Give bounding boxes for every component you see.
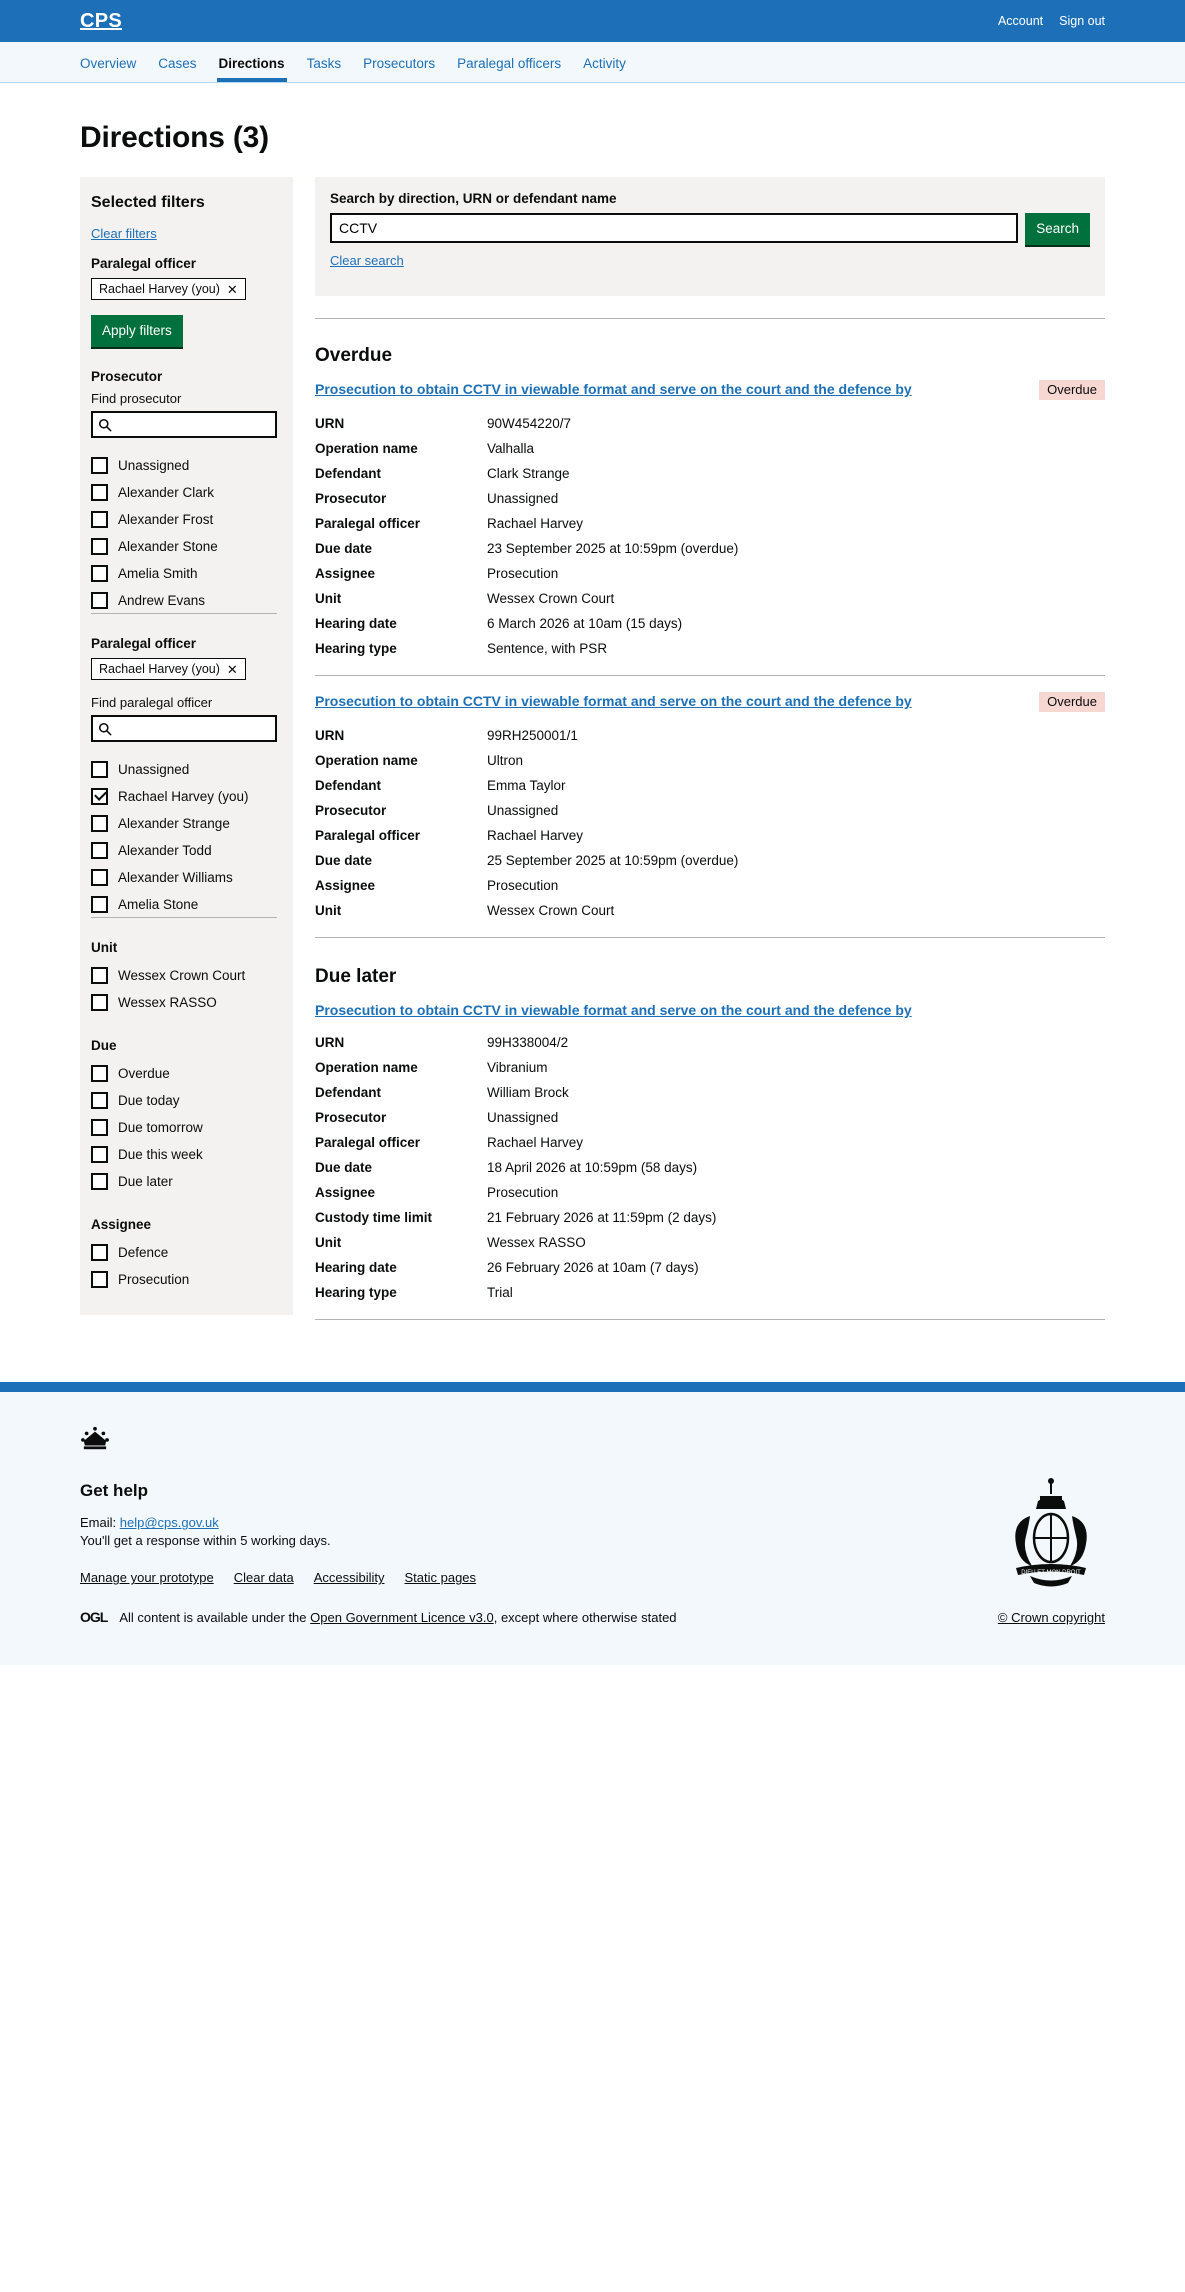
detail-row [315, 798, 1105, 823]
due-heading: Due [91, 1038, 117, 1053]
filter-group-unit [91, 940, 277, 1016]
svg-text:DIEU ET MON DROIT: DIEU ET MON DROIT [1021, 1570, 1081, 1577]
brand-logo[interactable]: CPS [80, 9, 123, 32]
detail-label: Assignee [315, 566, 376, 581]
unit-option[interactable] [91, 989, 277, 1016]
detail-row [315, 611, 1105, 636]
prosecutor-option[interactable] [91, 506, 277, 533]
detail-label: URN [315, 416, 345, 431]
email-line [80, 1515, 965, 1530]
checkbox[interactable] [91, 869, 108, 886]
prosecutor-options-list [91, 452, 277, 614]
paralegal-option[interactable] [91, 864, 277, 891]
checkbox[interactable] [91, 592, 108, 609]
detail-value: Emma Taylor [487, 778, 566, 793]
option-label: Prosecution [118, 1272, 190, 1287]
crown-copyright-link[interactable]: © Crown copyright [997, 1610, 1105, 1626]
nav-item-prosecutors[interactable]: Prosecutors [363, 56, 436, 71]
detail-value: 99H338004/2 [487, 1035, 569, 1051]
footer-top-border [0, 1382, 1185, 1392]
option-label: Amelia Smith [118, 566, 198, 581]
detail-row [315, 561, 1105, 586]
checkbox[interactable] [91, 1173, 108, 1190]
option-label: Overdue [118, 1066, 170, 1081]
due-option[interactable] [91, 1060, 277, 1087]
detail-label: Due date [315, 1160, 373, 1176]
paralegal-options-list [91, 756, 277, 918]
checkbox[interactable] [91, 1065, 108, 1082]
detail-label: Defendant [315, 1085, 382, 1101]
checkbox[interactable] [91, 457, 108, 474]
unit-option[interactable] [91, 962, 277, 989]
prosecutor-search-box[interactable] [91, 411, 277, 438]
detail-label: URN [315, 728, 345, 743]
option-label: Rachael Harvey (you) [118, 789, 249, 804]
checkbox[interactable] [91, 896, 108, 913]
unit-heading: Unit [91, 940, 118, 955]
option-label: Due today [118, 1093, 180, 1108]
sign-out-link[interactable]: Sign out [1059, 14, 1105, 28]
selected-paralegal-heading: Paralegal officer [91, 256, 197, 271]
detail-label: Hearing date [315, 616, 397, 631]
detail-value: Rachael Harvey [487, 828, 584, 843]
checkbox[interactable] [91, 1244, 108, 1261]
detail-row [315, 436, 1105, 461]
detail-label: Assignee [315, 878, 376, 893]
detail-label: Prosecutor [315, 1110, 387, 1126]
response-text: You'll get a response within 5 working days. [80, 1533, 331, 1549]
detail-value: 18 April 2026 at 10:59pm (58 days) [487, 1160, 698, 1176]
option-label: Alexander Williams [118, 870, 233, 885]
detail-row [315, 1105, 1105, 1130]
detail-value: William Brock [487, 1085, 569, 1101]
search-icon [98, 418, 112, 432]
detail-value: Unassigned [487, 1110, 559, 1126]
prosecutor-option[interactable] [91, 587, 277, 614]
checkbox[interactable] [91, 484, 108, 501]
option-label: Due this week [118, 1147, 203, 1162]
detail-value: Prosecution [487, 1185, 559, 1201]
paralegal-heading: Paralegal officer [91, 636, 197, 651]
option-label: Due tomorrow [118, 1120, 203, 1135]
status-badge: Overdue [1039, 692, 1105, 712]
detail-row [315, 1230, 1105, 1255]
close-icon[interactable]: ✕ [226, 281, 238, 297]
assignee-heading: Assignee [91, 1217, 152, 1232]
option-label: Due later [118, 1174, 173, 1189]
detail-value: 23 September 2025 at 10:59pm (overdue) [487, 541, 739, 556]
royal-arms-icon [1000, 1476, 1105, 1596]
detail-value: Unassigned [487, 491, 559, 506]
prosecutor-search-input[interactable] [93, 413, 275, 436]
detail-label: Prosecutor [315, 491, 387, 506]
apply-filters-button[interactable]: Apply filters [91, 315, 183, 347]
account-link[interactable]: Account [997, 14, 1044, 28]
search-input[interactable] [330, 213, 1018, 243]
detail-row [315, 1205, 1105, 1230]
paralegal-option[interactable] [91, 891, 277, 918]
detail-value: Rachael Harvey [487, 1135, 584, 1151]
direction-details [315, 723, 1105, 923]
detail-value: Wessex Crown Court [487, 903, 615, 918]
direction-details [315, 1030, 1105, 1305]
detail-value: Ultron [487, 753, 524, 768]
detail-value: Trial [487, 1285, 513, 1301]
checkbox[interactable] [91, 1146, 108, 1163]
due-option[interactable] [91, 1168, 277, 1195]
detail-row [315, 748, 1105, 773]
filters-sidebar [80, 177, 293, 1315]
detail-row [315, 586, 1105, 611]
detail-label: Paralegal officer [315, 516, 421, 531]
token-label: Rachael Harvey (you) [99, 662, 220, 676]
paralegal-option[interactable] [91, 783, 277, 810]
search-panel [315, 177, 1105, 296]
paralegal-option[interactable] [91, 837, 277, 864]
detail-row [315, 636, 1105, 661]
detail-value: Sentence, with PSR [487, 641, 608, 656]
close-icon[interactable]: ✕ [226, 661, 238, 677]
detail-row [315, 486, 1105, 511]
footer-link-clear-data[interactable]: Clear data [233, 1570, 294, 1586]
detail-row [315, 461, 1105, 486]
detail-label: URN [315, 1035, 345, 1051]
option-label: Unassigned [118, 762, 190, 777]
detail-value: Prosecution [487, 566, 559, 581]
checkbox[interactable] [91, 538, 108, 555]
checkbox[interactable] [91, 565, 108, 582]
option-label: Wessex Crown Court [118, 968, 246, 983]
email-prefix: Email: [80, 1515, 117, 1531]
detail-label: Custody time limit [315, 1210, 433, 1226]
detail-label: Defendant [315, 466, 382, 481]
detail-row [315, 511, 1105, 536]
group-heading-overdue: Overdue [315, 345, 393, 366]
assignee-option[interactable] [91, 1266, 277, 1293]
detail-row [315, 848, 1105, 873]
direction-details [315, 411, 1105, 661]
detail-label: Due date [315, 853, 373, 868]
nav-item-overview[interactable]: Overview [80, 56, 137, 71]
checkbox[interactable] [91, 815, 108, 832]
detail-row [315, 1055, 1105, 1080]
checkbox[interactable] [91, 788, 108, 805]
detail-value: 25 September 2025 at 10:59pm (overdue) [487, 853, 739, 868]
due-option[interactable] [91, 1114, 277, 1141]
crown-icon [80, 1426, 965, 1457]
footer-links [80, 1570, 965, 1585]
direction-card [315, 1001, 1105, 1322]
search-icon [98, 722, 112, 736]
detail-row [315, 898, 1105, 923]
detail-label: Assignee [315, 1185, 376, 1201]
token-label: Rachael Harvey (you) [99, 282, 220, 296]
clear-filters-link[interactable]: Clear filters [91, 226, 157, 241]
detail-label: Unit [315, 591, 342, 606]
ogl-licence-link[interactable]: Open Government Licence v3.0 [310, 1609, 494, 1625]
search-button[interactable]: Search [1025, 213, 1090, 245]
licence-prefix: All content is available under the [119, 1609, 307, 1625]
detail-label: Hearing type [315, 1285, 397, 1301]
detail-value: 99RH250001/1 [487, 728, 578, 743]
footer-link-static-pages[interactable]: Static pages [404, 1570, 477, 1586]
account-links [998, 14, 1105, 28]
detail-row [315, 1080, 1105, 1105]
checkbox[interactable] [91, 1271, 108, 1288]
paralegal-search-input[interactable] [93, 717, 275, 740]
detail-value: Prosecution [487, 878, 559, 893]
paralegal-option[interactable] [91, 756, 277, 783]
group-heading-due-later: Due later [315, 966, 397, 987]
detail-label: Operation name [315, 441, 418, 456]
footer-link-accessibility[interactable]: Accessibility [313, 1570, 385, 1586]
detail-row [315, 773, 1105, 798]
detail-value: Rachael Harvey [487, 516, 584, 531]
option-label: Andrew Evans [118, 593, 206, 608]
card-divider [315, 937, 1105, 938]
option-label: Amelia Stone [118, 897, 199, 912]
primary-navigation [0, 42, 1185, 83]
paralegal-selected-token[interactable] [91, 658, 246, 680]
direction-title-link[interactable]: Prosecution to obtain CCTV in viewable format and serve on the court and the defence by [315, 693, 912, 709]
prosecutor-option[interactable] [91, 479, 277, 506]
page-title: Directions (3) [80, 121, 269, 154]
filter-group-due [91, 1038, 277, 1195]
option-label: Alexander Frost [118, 512, 214, 527]
licence-suffix: , except where otherwise stated [493, 1609, 677, 1625]
assignee-options-list [91, 1239, 277, 1293]
detail-row [315, 1180, 1105, 1205]
detail-value: Clark Strange [487, 466, 570, 481]
selected-filters-heading: Selected filters [91, 194, 205, 211]
panel-divider [315, 318, 1105, 319]
paralegal-option[interactable] [91, 810, 277, 837]
detail-label: Paralegal officer [315, 1135, 421, 1151]
detail-value: Wessex RASSO [487, 1235, 586, 1251]
detail-label: Paralegal officer [315, 828, 421, 843]
due-option[interactable] [91, 1141, 277, 1168]
checkbox[interactable] [91, 761, 108, 778]
detail-label: Prosecutor [315, 803, 387, 818]
detail-label: Hearing type [315, 641, 397, 656]
checkbox[interactable] [91, 1119, 108, 1136]
detail-row [315, 873, 1105, 898]
results-main [315, 177, 1105, 1322]
detail-row [315, 823, 1105, 848]
detail-label: Defendant [315, 778, 382, 793]
find-paralegal-label: Find paralegal officer [91, 695, 213, 710]
option-label: Alexander Stone [118, 539, 218, 554]
detail-value: 26 February 2026 at 10am (7 days) [487, 1260, 699, 1276]
detail-label: Hearing date [315, 1260, 397, 1276]
detail-label: Unit [315, 1235, 342, 1251]
option-label: Alexander Strange [118, 816, 230, 831]
filter-group-prosecutor [91, 369, 277, 614]
detail-label: Due date [315, 541, 373, 556]
unit-options-list [91, 962, 277, 1016]
option-label: Alexander Todd [118, 843, 212, 858]
direction-title-link[interactable]: Prosecution to obtain CCTV in viewable format and serve on the court and the defence by [315, 381, 912, 397]
detail-value: Wessex Crown Court [487, 591, 615, 606]
site-footer [0, 1392, 1185, 1665]
detail-label: Operation name [315, 753, 418, 768]
nav-item-paralegal-officers[interactable]: Paralegal officers [457, 56, 562, 71]
nav-item-directions[interactable]: Directions [209, 46, 295, 82]
prosecutor-option[interactable] [91, 560, 277, 587]
nav-item-tasks[interactable]: Tasks [306, 56, 342, 71]
detail-value: Unassigned [487, 803, 559, 818]
direction-card [315, 380, 1105, 678]
checkbox[interactable] [91, 1092, 108, 1109]
prosecutor-heading: Prosecutor [91, 369, 163, 384]
licence-text [119, 1610, 676, 1625]
filter-group-assignee [91, 1217, 277, 1293]
nav-item-activity[interactable]: Activity [583, 56, 626, 71]
checkbox[interactable] [91, 994, 108, 1011]
status-badge: Overdue [1039, 380, 1105, 400]
detail-row [315, 723, 1105, 748]
footer-link-manage-prototype[interactable]: Manage your prototype [80, 1570, 214, 1586]
direction-title-link[interactable]: Prosecution to obtain CCTV in viewable format and serve on the court and the defence by [315, 1002, 912, 1018]
get-help-heading: Get help [80, 1481, 149, 1501]
card-divider [315, 1319, 1105, 1320]
search-label: Search by direction, URN or defendant name [330, 191, 617, 206]
detail-value: Vibranium [487, 1060, 548, 1076]
find-prosecutor-label: Find prosecutor [91, 391, 182, 406]
licence-row [80, 1609, 965, 1625]
clear-search-link[interactable]: Clear search [330, 253, 404, 268]
selected-filter-token[interactable] [91, 278, 246, 300]
detail-value: 6 March 2026 at 10am (15 days) [487, 616, 683, 631]
detail-row [315, 1155, 1105, 1180]
detail-label: Operation name [315, 1060, 418, 1076]
assignee-option[interactable] [91, 1239, 277, 1266]
detail-row [315, 1130, 1105, 1155]
option-label: Alexander Clark [118, 485, 215, 500]
direction-card [315, 692, 1105, 940]
option-label: Wessex RASSO [118, 995, 217, 1010]
due-options-list [91, 1060, 277, 1195]
checkbox[interactable] [91, 511, 108, 528]
detail-row [315, 1030, 1105, 1055]
nav-item-cases[interactable]: Cases [158, 56, 197, 71]
paralegal-search-box[interactable] [91, 715, 277, 742]
help-email-link[interactable]: help@cps.gov.uk [119, 1515, 219, 1531]
detail-value: Valhalla [487, 441, 535, 456]
detail-row [315, 536, 1105, 561]
prosecutor-option[interactable] [91, 533, 277, 560]
option-label: Unassigned [118, 458, 190, 473]
detail-row [315, 1280, 1105, 1305]
detail-row [315, 1255, 1105, 1280]
due-option[interactable] [91, 1087, 277, 1114]
detail-value: 21 February 2026 at 11:59pm (2 days) [487, 1210, 717, 1226]
checkbox[interactable] [91, 967, 108, 984]
top-bar [0, 0, 1185, 42]
prosecutor-option[interactable] [91, 452, 277, 479]
detail-value: 90W454220/7 [487, 416, 572, 431]
card-divider [315, 675, 1105, 676]
detail-label: Unit [315, 903, 342, 918]
detail-row [315, 411, 1105, 436]
option-label: Defence [118, 1245, 169, 1260]
checkbox[interactable] [91, 842, 108, 859]
ogl-logo: OGL [80, 1609, 108, 1626]
filter-group-paralegal-officer [91, 636, 277, 918]
